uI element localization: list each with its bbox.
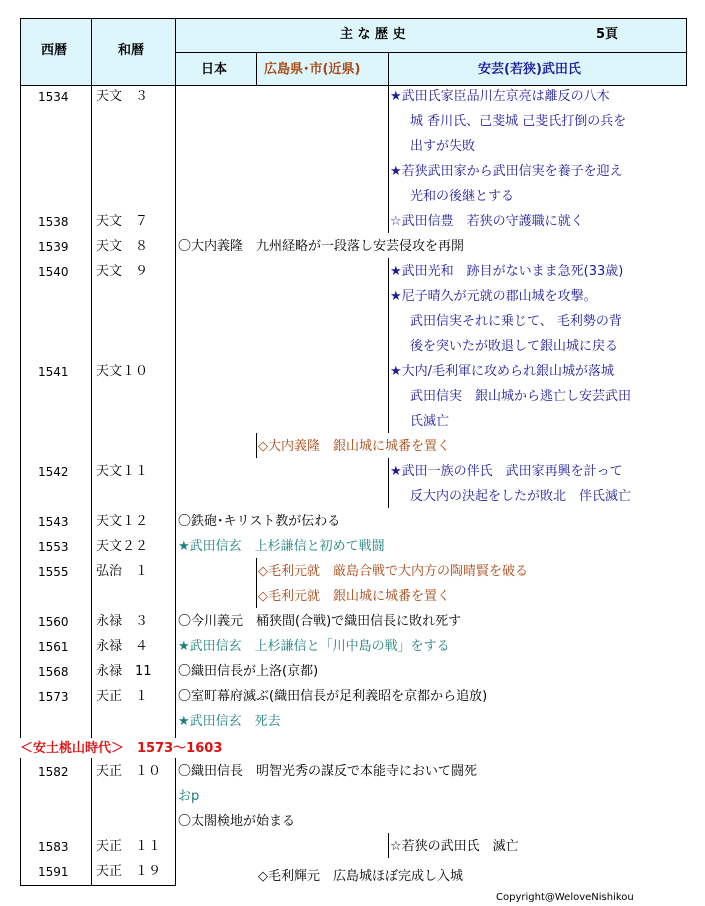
year-cell: 1582 [38, 765, 69, 779]
year-cell: 1540 [38, 265, 69, 279]
era-cell: 天文 ９ [96, 264, 149, 279]
header-col-hiroshima: 広島県･市(近県) [264, 62, 361, 77]
era-cell: 天正 １１ [96, 839, 162, 854]
era-cell: 永禄 ４ [96, 639, 149, 654]
azuchi-momoyama-period-heading: ＜安土桃山時代＞ 1573～1603 [20, 741, 223, 756]
event-1568: 〇織田信長が上洛(京都) [178, 664, 319, 679]
event-1555-line: ◇毛利元就 厳島合戦で大内方の陶晴賢を破る [258, 564, 528, 579]
era-cell: 弘治 １ [96, 564, 149, 579]
event-1534-line: 出すが失敗 [410, 139, 476, 154]
event-1560: 〇今川義元 桶狭間(合戦)で織田信長に敗れ死す [178, 614, 462, 629]
event-1534-line: 光和の後継とする [410, 189, 515, 204]
era-cell: 天正 １０ [96, 764, 162, 779]
year-cell: 1538 [38, 215, 69, 229]
year-cell: 1555 [38, 565, 69, 579]
event-1540-line: ★武田光和 跡目がないまま急死(33歳) [390, 264, 624, 279]
event-1573-line: 〇室町幕府滅ぶ(織田信長が足利義昭を京都から追放) [178, 689, 488, 704]
event-1541-line: 氏滅亡 [410, 414, 450, 429]
year-cell: 1543 [38, 515, 69, 529]
header-page-number: 5頁 [596, 27, 619, 42]
event-1541-line: ★大内/毛利軍に攻められ銀山城が落城 [390, 364, 615, 379]
header-main-title: 主 な 歴 史 [340, 27, 406, 42]
header-seireki: 西暦 [41, 43, 68, 58]
event-1540-line: 武田信実それに乗じて、 毛利勢の背 [410, 314, 622, 329]
event-1541-line: 武田信実 銀山城から逃亡し安芸武田 [410, 389, 632, 404]
header-col-japan: 日本 [201, 62, 228, 77]
event-1534-line: ★武田氏家臣品川左京亮は離反の八木 [390, 89, 610, 104]
era-cell: 永禄 11 [96, 664, 152, 679]
era-cell: 天正 １ [96, 689, 149, 704]
event-1534-line: ★若狭武田家から武田信実を養子を迎え [390, 164, 623, 179]
year-cell: 1573 [38, 690, 69, 704]
era-cell: 天正 １９ [96, 864, 162, 879]
era-cell: 天文１０ [96, 364, 149, 379]
header-wareki: 和暦 [118, 43, 145, 58]
event-1573-line: ★武田信玄 死去 [178, 714, 281, 729]
header-col-takeda: 安芸(若狭)武田氏 [478, 62, 581, 77]
year-cell: 1539 [38, 240, 69, 254]
year-cell: 1553 [38, 540, 69, 554]
era-cell: 天文１２ [96, 514, 149, 529]
event-1539: 〇大内義隆 九州経略が一段落し安芸侵攻を再開 [178, 239, 465, 254]
event-1553: ★武田信玄 上杉謙信と初めて戦闘 [178, 539, 385, 554]
era-cell: 永禄 ３ [96, 614, 149, 629]
event-1540-line: 後を突いたが敗退して銀山城に戻る [410, 339, 619, 354]
year-cell: 1561 [38, 640, 69, 654]
event-1534-line: 城 香川氏、己斐城 己斐氏打倒の兵を [410, 114, 627, 129]
year-cell: 1534 [38, 90, 69, 104]
copyright: Copyright@WeloveNishikou [496, 892, 634, 903]
event-1582-line: おp [178, 789, 200, 804]
era-cell: 天文 ３ [96, 89, 149, 104]
event-1538: ☆武田信豊 若狭の守護職に就く [390, 214, 584, 229]
event-1591: ◇毛利輝元 広島城ほぼ完成し入城 [258, 869, 463, 884]
event-1561: ★武田信玄 上杉謙信と「川中島の戦」をする [178, 639, 450, 654]
event-1543: 〇鉄砲･キリスト教が伝わる [178, 514, 341, 529]
event-1542-line: ★武田一族の伴氏 武田家再興を計って [390, 464, 623, 479]
year-cell: 1583 [38, 840, 69, 854]
era-cell: 天文２２ [96, 539, 149, 554]
year-cell: 1568 [38, 665, 69, 679]
event-1582-line: 〇太閤検地が始まる [178, 814, 296, 829]
event-1583: ☆若狭の武田氏 滅亡 [390, 839, 519, 854]
year-cell: 1542 [38, 465, 69, 479]
era-cell: 天文 ８ [96, 239, 149, 254]
year-cell: 1591 [38, 865, 69, 879]
event-1582-line: 〇織田信長 明智光秀の謀反で本能寺において闘死 [178, 764, 478, 779]
event-1541-hiroshima: ◇大内義隆 銀山城に城番を置く [258, 439, 450, 454]
year-cell: 1541 [38, 365, 69, 379]
event-1542-line: 反大内の決起をしたが敗北 伴氏滅亡 [410, 489, 632, 504]
era-cell: 天文１１ [96, 464, 149, 479]
event-1555-line: ◇毛利元就 銀山城に城番を置く [258, 589, 450, 604]
year-cell: 1560 [38, 615, 69, 629]
era-cell: 天文 ７ [96, 214, 149, 229]
event-1540-line: ★尼子晴久が元就の郡山城を攻撃。 [390, 289, 597, 304]
